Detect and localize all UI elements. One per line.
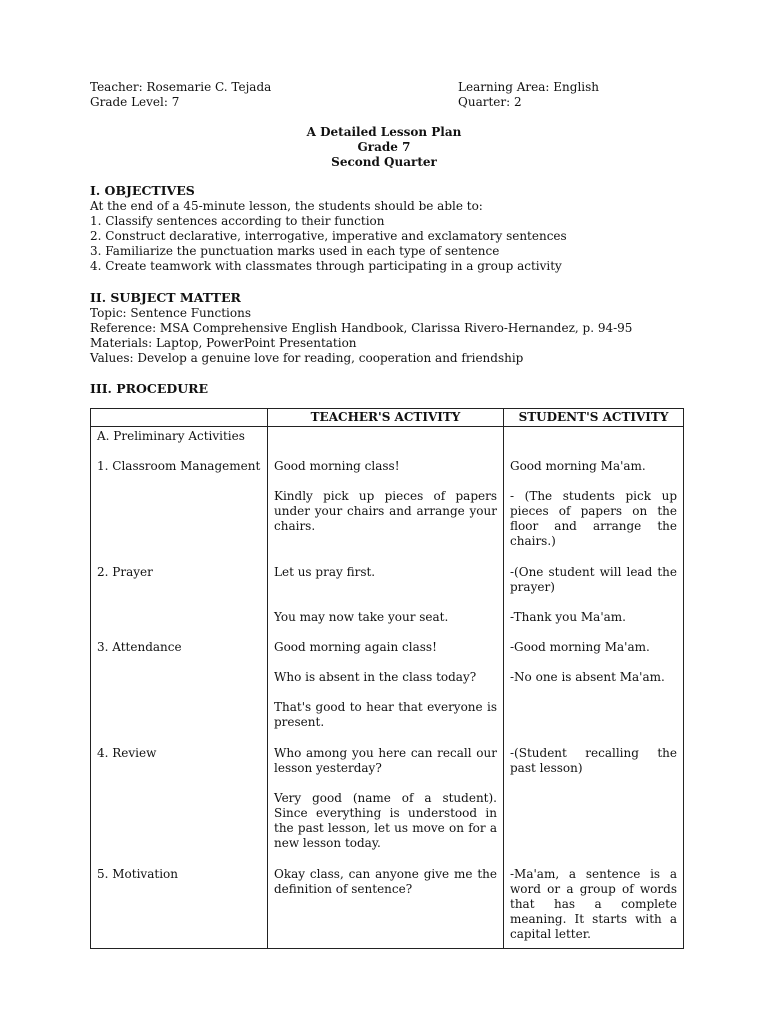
- procedure-section: [90, 381, 690, 397]
- document-title: [0, 125, 768, 170]
- reference: Reference: MSA Comprehensive English Handbook, Clarissa Rivero-Hernandez, p. 94-95: [90, 321, 633, 335]
- objective-item: 3. Familiarize the punctuation marks used in each type of sentence: [90, 244, 500, 258]
- teacher-line: That's good to hear that everyone is present.: [274, 700, 497, 729]
- step-label: 3. Attendance: [97, 640, 182, 654]
- student-line: Good morning Ma'am.: [510, 459, 646, 473]
- materials: Materials: Laptop, PowerPoint Presentation: [90, 336, 357, 350]
- table-row: [91, 427, 684, 949]
- teacher-line: Who among you here can recall our lesson yesterday?: [274, 746, 497, 775]
- student-line: -Thank you Ma'am.: [510, 610, 626, 624]
- objectives-section: [90, 183, 690, 274]
- title-line-2: Grade 7: [357, 140, 411, 154]
- student-line: -Ma'am, a sentence is a word or a group of words that has a complete meaning. It starts with a capital letter.: [510, 867, 677, 941]
- objectives-intro: At the end of a 45-minute lesson, the students should be able to:: [90, 199, 483, 213]
- step-label: 4. Review: [97, 746, 157, 760]
- student-line: -Good morning Ma'am.: [510, 640, 650, 654]
- procedure-table: [90, 408, 684, 949]
- values: Values: Develop a genuine love for reading, cooperation and friendship: [90, 351, 524, 365]
- preliminary-label: A. Preliminary Activities: [97, 429, 245, 443]
- subject-matter-heading: II. SUBJECT MATTER: [90, 290, 241, 305]
- teacher-name: Teacher: Rosemarie C. Tejada: [90, 80, 272, 94]
- steps-column: [91, 427, 268, 949]
- student-line: -No one is absent Ma'am.: [510, 670, 665, 684]
- table-header-row: [91, 409, 684, 427]
- learning-area: Learning Area: English: [458, 80, 599, 94]
- objective-item: 2. Construct declarative, interrogative, imperative and exclamatory sentences: [90, 229, 567, 243]
- teacher-line: Who is absent in the class today?: [274, 670, 477, 684]
- step-label: 1. Classroom Management: [97, 459, 261, 473]
- header-blank: [91, 409, 268, 427]
- topic: Topic: Sentence Functions: [90, 306, 252, 320]
- lesson-meta: [90, 80, 690, 110]
- title-line-1: A Detailed Lesson Plan: [306, 125, 462, 139]
- teacher-line: Okay class, can anyone give me the definition of sentence?: [274, 867, 497, 896]
- teacher-line: You may now take your seat.: [274, 610, 449, 624]
- subject-matter-section: [90, 290, 690, 366]
- step-label: 2. Prayer: [97, 565, 153, 579]
- header-teacher-activity: TEACHER'S ACTIVITY: [268, 409, 504, 427]
- objective-item: 4. Create teamwork with classmates through participating in a group activity: [90, 259, 562, 273]
- teacher-line: Good morning again class!: [274, 640, 437, 654]
- header-student-activity: STUDENT'S ACTIVITY: [504, 409, 684, 427]
- student-line: -(Student recalling the past lesson): [510, 746, 677, 775]
- step-label: 5. Motivation: [97, 867, 178, 881]
- objectives-heading: I. OBJECTIVES: [90, 183, 195, 198]
- student-activity-column: [504, 427, 684, 949]
- teacher-line: Good morning class!: [274, 459, 400, 473]
- title-line-3: Second Quarter: [331, 155, 437, 169]
- grade-level: Grade Level: 7: [90, 95, 180, 109]
- student-line: - (The students pick up pieces of papers on the floor and arrange the chairs.): [510, 489, 677, 548]
- teacher-line: Kindly pick up pieces of papers under your chairs and arrange your chairs.: [274, 489, 497, 533]
- procedure-heading: III. PROCEDURE: [90, 381, 209, 396]
- teacher-activity-column: [268, 427, 504, 949]
- student-line: -(One student will lead the prayer): [510, 565, 677, 594]
- teacher-line: Very good (name of a student). Since everything is understood in the past lesson, let us move on for a new lesson today.: [274, 791, 497, 850]
- objective-item: 1. Classify sentences according to their function: [90, 214, 385, 228]
- quarter: Quarter: 2: [458, 95, 522, 109]
- teacher-line: Let us pray first.: [274, 565, 376, 579]
